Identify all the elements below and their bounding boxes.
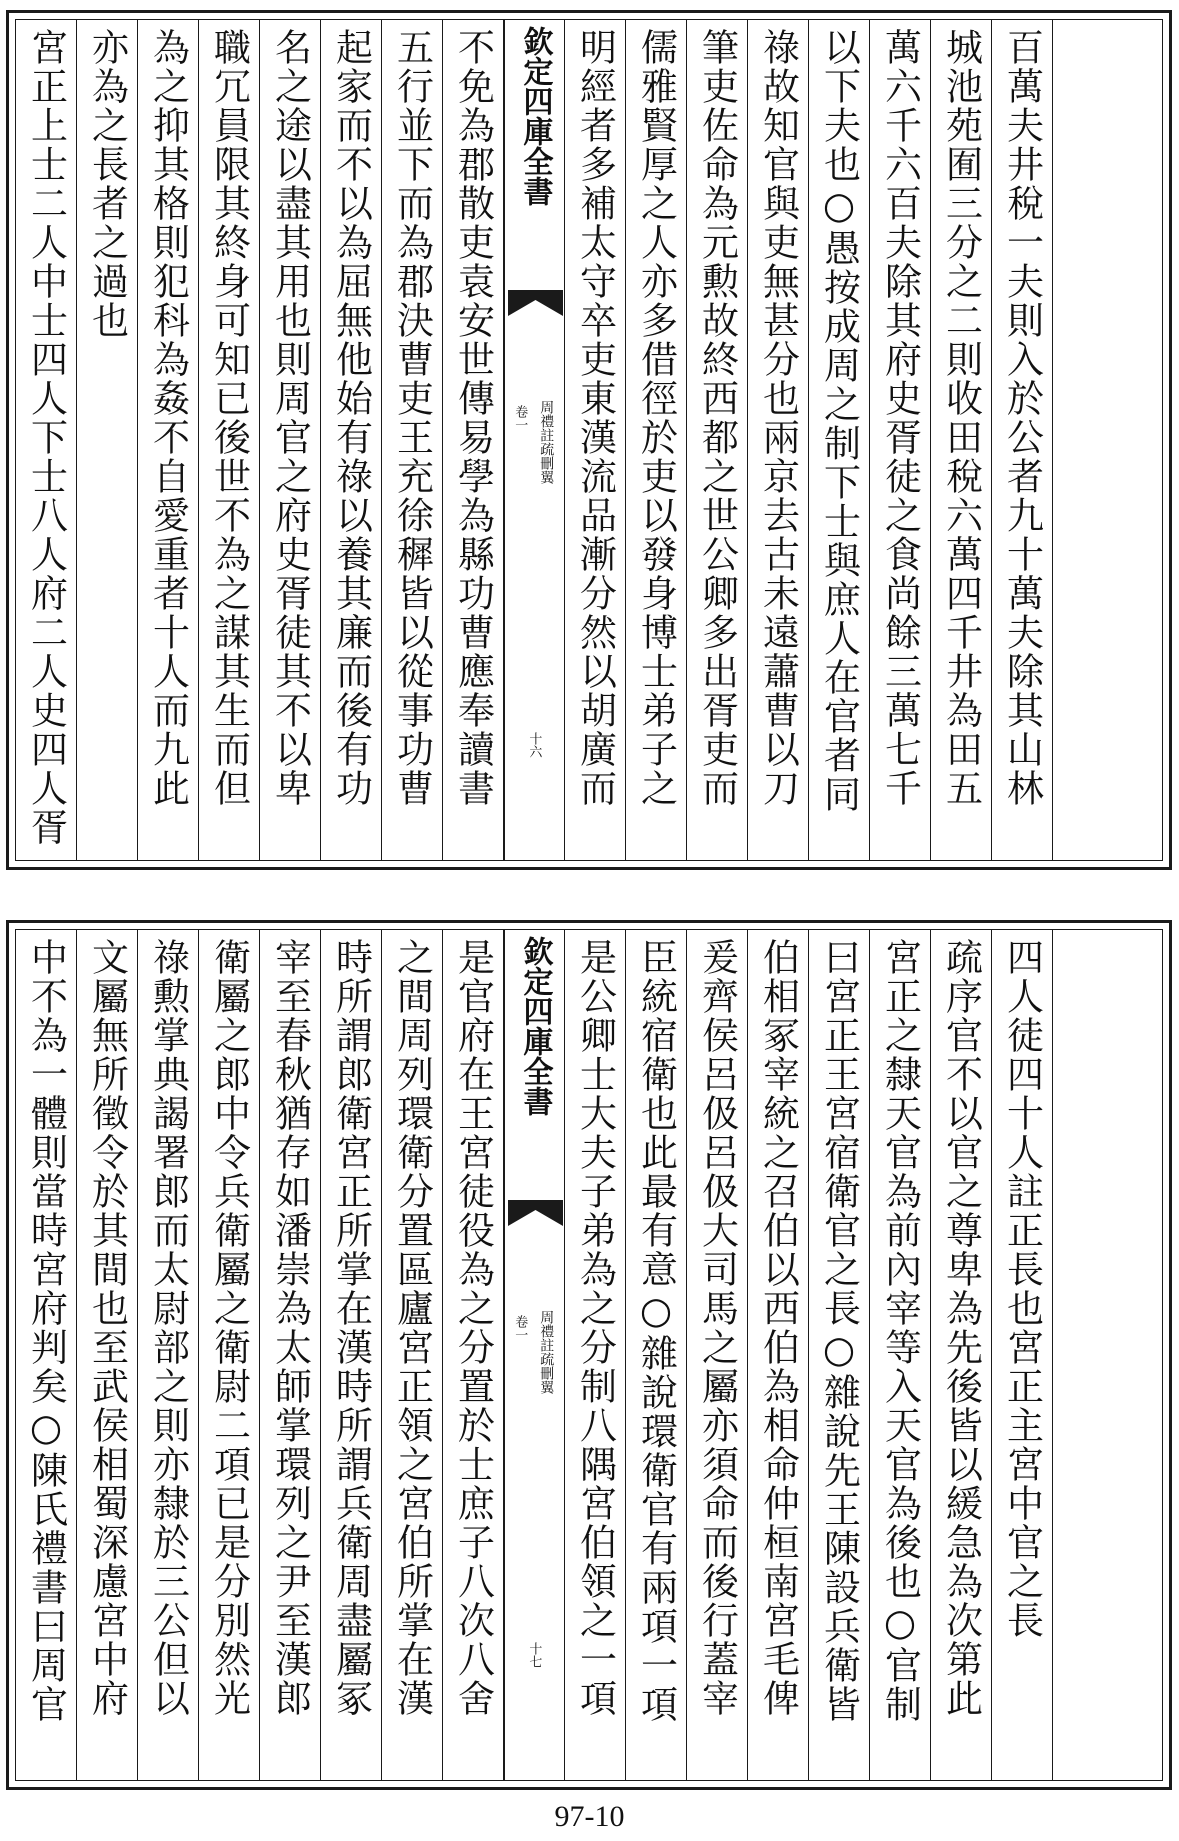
column-text: 職冗員限其終身可知已後世不為之謀其生而但 xyxy=(207,28,251,808)
book-title: 周禮註疏刪翼 xyxy=(538,400,555,484)
text-column xyxy=(16,20,77,860)
column-text: 是公卿士大夫子弟為之分制八隅宮伯領之一項 xyxy=(573,938,617,1718)
text-column xyxy=(626,20,687,860)
series-title: 欽定四庫全書 xyxy=(517,936,553,1116)
column-text: 亦為之長者之過也 xyxy=(85,28,129,340)
column-text: 宰至春秋猶存如潘崇為太師掌環列之尹至漢郎 xyxy=(268,938,312,1718)
column-text: 宮正之隸天官為前內宰等入天官為後也○官制 xyxy=(878,938,922,1724)
column-text: 筆吏佐命為元勲故終西都之世公卿多出胥吏而 xyxy=(695,28,739,808)
column-text: 疏序官不以官之尊卑為先後皆以緩急為次第此 xyxy=(939,938,983,1718)
text-column xyxy=(77,930,138,1780)
text-column xyxy=(809,20,870,860)
folio-number: 十六 xyxy=(526,732,542,758)
page-number-footer: 97-10 xyxy=(554,1800,625,1833)
text-column xyxy=(138,930,199,1780)
text-column xyxy=(443,930,504,1780)
book-title: 周禮註疏刪翼 xyxy=(538,1310,555,1394)
series-title: 欽定四庫全書 xyxy=(517,26,553,206)
column-text: 名之途以盡其用也則周官之府史胥徒其不以卑 xyxy=(268,28,312,808)
column-text: 衛屬之郎中令兵衛屬之衛尉二項已是分別然光 xyxy=(207,938,251,1718)
fish-tail-mark xyxy=(508,1200,563,1226)
column-text: 城池苑囿三分之二則收田稅六萬四千井為田五 xyxy=(939,28,983,808)
text-column xyxy=(870,20,931,860)
text-column xyxy=(565,930,626,1780)
text-column xyxy=(809,930,870,1780)
text-column xyxy=(931,20,992,860)
text-column xyxy=(199,930,260,1780)
text-column xyxy=(687,20,748,860)
column-text: 起家而不以為屈無他始有祿以養其廉而後有功 xyxy=(329,28,373,808)
text-column xyxy=(321,930,382,1780)
column-text: 中不為一體則當時宮府判矣○陳氏禮書曰周官 xyxy=(24,938,68,1724)
column-text: 之間周列環衛分置區廬宮正領之宮伯所掌在漢 xyxy=(390,938,434,1718)
text-column xyxy=(260,930,321,1780)
text-column xyxy=(626,930,687,1780)
text-column xyxy=(321,20,382,860)
text-column xyxy=(931,930,992,1780)
juan-number: 卷一 xyxy=(512,1315,528,1341)
column-text: 爰齊侯呂伋呂伋大司馬之屬亦須命而後行蓋宰 xyxy=(695,938,739,1718)
column-text: 時所謂郎衛宮正所掌在漢時所謂兵衛周盡屬冢 xyxy=(329,938,373,1718)
text-column xyxy=(138,20,199,860)
text-column xyxy=(260,20,321,860)
column-text: 以下夫也○愚按成周之制下士與庶人在官者同 xyxy=(817,28,861,814)
column-text: 不免為郡散吏袁安世傳易學為縣功曹應奉讀書 xyxy=(451,28,495,808)
fish-tail-mark xyxy=(508,290,563,316)
text-column xyxy=(870,930,931,1780)
column-text: 伯相冢宰統之召伯以西伯為相命仲桓南宮毛俾 xyxy=(756,938,800,1718)
column-text: 明經者多補太守卒吏東漢流品漸分然以胡廣而 xyxy=(573,28,617,808)
text-column xyxy=(382,20,443,860)
column-text: 百萬夫井稅一夫則入於公者九十萬夫除其山林 xyxy=(1000,28,1044,808)
page-top xyxy=(6,10,1172,870)
column-text: 是官府在王宮徒役為之分置於士庶子八次八舍 xyxy=(451,938,495,1718)
page-bottom xyxy=(6,920,1172,1790)
column-text: 四人徒四十人註正長也宮正主宮中官之長 xyxy=(1000,938,1044,1640)
text-column xyxy=(443,20,504,860)
text-column xyxy=(77,20,138,860)
text-column xyxy=(565,20,626,860)
column-text: 萬六千六百夫除其府史胥徒之食尚餘三萬七千 xyxy=(878,28,922,808)
text-column xyxy=(748,20,809,860)
text-column xyxy=(748,930,809,1780)
column-text: 儒雅賢厚之人亦多借徑於吏以發身博士弟子之 xyxy=(634,28,678,808)
column-text: 文屬無所徵令於其間也至武侯相蜀深慮宮中府 xyxy=(85,938,129,1718)
text-column xyxy=(992,930,1053,1780)
column-text: 宮正上士二人中士四人下士八人府二人史四人胥 xyxy=(24,28,68,847)
page-frame xyxy=(15,19,1163,861)
folio-number: 十七 xyxy=(526,1642,542,1668)
column-text: 五行並下而為郡決曹吏王充徐穉皆以從事功曹 xyxy=(390,28,434,808)
text-column xyxy=(992,20,1053,860)
center-fold xyxy=(504,930,565,1780)
text-column xyxy=(687,930,748,1780)
column-text: 祿勲掌典謁署郎而太尉部之則亦隸於三公但以 xyxy=(146,938,190,1718)
column-text: 為之抑其格則犯科為姦不自愛重者十人而九此 xyxy=(146,28,190,808)
center-fold xyxy=(504,20,565,860)
column-text: 臣統宿衛也此最有意○雜說環衛官有兩項一項 xyxy=(634,938,678,1724)
juan-number: 卷一 xyxy=(512,405,528,431)
column-text: 祿故知官與吏無甚分也兩京去古未遠蕭曹以刀 xyxy=(756,28,800,808)
text-column xyxy=(199,20,260,860)
column-text: 曰宮正王宮宿衛官之長○雜說先王陳設兵衛皆 xyxy=(817,938,861,1724)
page-frame xyxy=(15,929,1163,1781)
text-column xyxy=(16,930,77,1780)
text-column xyxy=(382,930,443,1780)
